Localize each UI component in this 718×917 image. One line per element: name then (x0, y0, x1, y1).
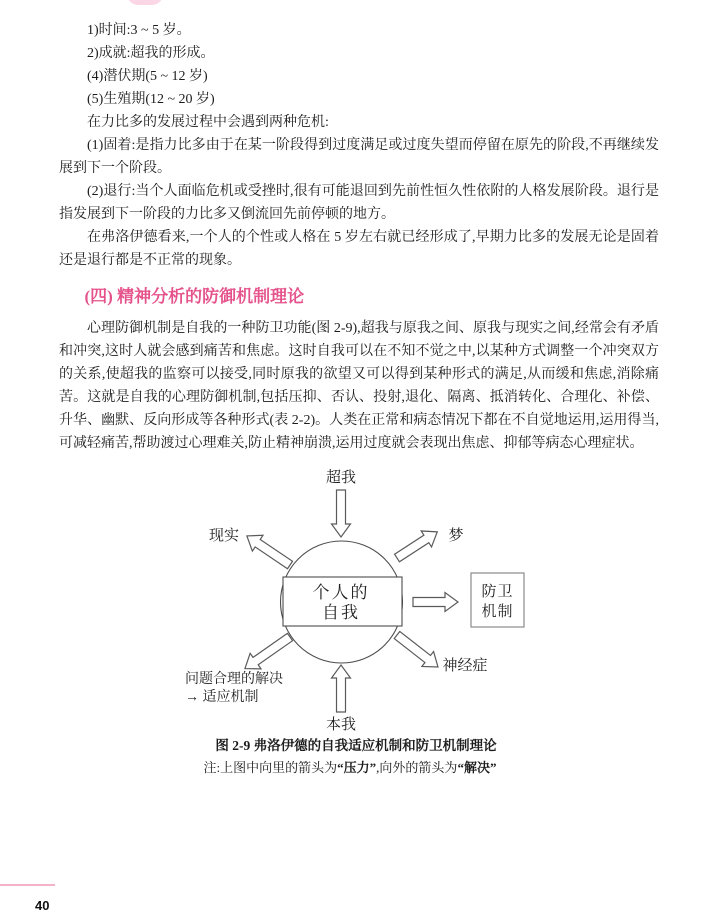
section-heading: (四) 精神分析的防御机制理论 (84, 287, 305, 306)
arrow-superego-to-ego (332, 490, 351, 537)
figure-note-prefix: 注:上图中向里的箭头为 (203, 760, 338, 775)
paragraph: 1)时间:3 ~ 5 岁。 (87, 23, 191, 38)
paragraph: 在弗洛伊德看来,一个人的个性或人格在 5 岁左右就已经形成了,早期力比多的发展无论是固着还是退行都是不正常的现象。 (59, 230, 659, 268)
body-text (59, 19, 659, 455)
arrow-ego-to-defense (413, 593, 458, 612)
label-superego: 超我 (325, 470, 357, 486)
page-number: 40 (35, 898, 50, 913)
paragraph: 在力比多的发展过程中会遇到两种危机: (87, 115, 329, 130)
ego-label-line1: 个人的 (312, 583, 370, 602)
label-dream: 梦 (448, 528, 464, 544)
figure-2-9-diagram (150, 452, 580, 742)
figure-note-term-pressure: “压力” (337, 760, 377, 775)
paragraph: 2)成就:超我的形成。 (87, 46, 215, 61)
figure-caption: 图 2-9 弗洛伊德的自我适应机制和防卫机制理论 (215, 738, 497, 753)
paragraph: (2)退行:当个人面临危机或受挫时,很有可能退回到先前性恒久性依附的人格发展阶段。退行是指发展到下一阶段的力比多又倒流回先前停顿的地方。 (59, 184, 659, 222)
defense-label-line2: 机制 (481, 604, 514, 620)
arrow-ego-to-solution (239, 629, 295, 676)
label-neurosis: 神经症 (442, 658, 488, 674)
defense-label-line1: 防卫 (481, 584, 514, 600)
arrow-ego-to-reality (242, 528, 296, 573)
label-solution-line2: → 适应机制 (185, 690, 259, 705)
decorative-pink-ornament (127, 0, 163, 5)
arrow-ego-to-dream (392, 524, 443, 566)
figure-note (0, 759, 700, 777)
footer-accent-line (0, 884, 55, 886)
arrow-id-to-ego (332, 665, 351, 712)
figure-note-term-solution: “解决” (457, 760, 497, 775)
arrow-ego-to-neurosis (391, 628, 444, 675)
paragraph: 心理防御机制是自我的一种防卫功能(图 2-9),超我与原我之间、原我与现实之间,经常会有矛盾和冲突,这时人就会感到痛苦和焦虑。这时自我可以在不知不觉之中,以某种方式调整一个冲突双方的关系,使超我的监察可以接受,同时原我的欲望又可以得到某种形式的满足,从而缓和焦虑,消除痛苦。这就是自我的心理防御机制,包括压抑、否认、投射,退化、隔离、抵消转化、合理化、补偿、升华、幽默、反向形成等各种形式(表 2-2)。人类在正常和病态情况下都在不自觉地运用,运用得当,可减轻痛苦,帮助渡过心理难关,防止精神崩溃,运用过度就会表现出焦虑、抑郁等病态心理症状。 (59, 321, 659, 451)
paragraph: (1)固着:是指力比多由于在某一阶段得到过度满足或过度失望而停留在原先的阶段,不再继续发展到下一个阶段。 (59, 138, 659, 176)
ego-label-line2: 自我 (322, 603, 360, 622)
label-id: 本我 (325, 717, 357, 733)
label-reality: 现实 (208, 528, 240, 544)
figure-note-mid: ,向外的箭头为 (376, 760, 458, 775)
label-solution-line1: 问题合理的解决 (185, 672, 283, 687)
paragraph: (5)生殖期(12 ~ 20 岁) (87, 92, 215, 107)
paragraph: (4)潜伏期(5 ~ 12 岁) (87, 69, 208, 84)
